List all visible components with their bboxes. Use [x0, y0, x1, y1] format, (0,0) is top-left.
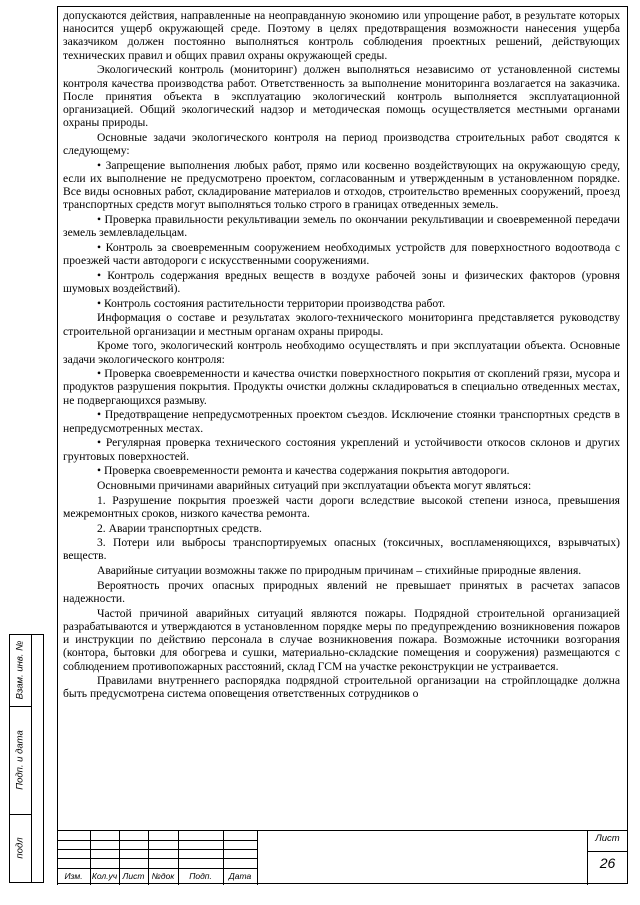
side-stamp-table — [9, 634, 58, 883]
side-divider — [9, 814, 32, 815]
side-value-column — [31, 634, 44, 883]
document-number-column-label: №док — [151, 871, 175, 881]
sheet-divider — [587, 851, 628, 852]
paragraph: Экологический контроль (мониторинг) должен выполняться независимо от установленной системы контроля качества производства работ. Ответственность за выполнение мониторинга возлагается на заказчика. После принятия объекта в эксплуатацию экологический контроль выполняется эксплуатационной организацией. Общий экологический надзор и методическая помощь осуществляется местными органами охраны природы. — [63, 63, 620, 130]
replacement-inventory-label: Взам. инв. № — [14, 640, 26, 700]
list-item: • Проверка своевременности и качества очистки поверхностного покрытия от скоплений грязи, мусора и продуктов разрушения покрытия. Продукты очистки должны складироваться в специально отведенных местах, не подвергающихся размыву. — [63, 367, 620, 407]
revision-column-label: Изм. — [64, 871, 83, 881]
sheet-column-label: Лист — [122, 871, 145, 881]
title-block-row-line — [57, 840, 257, 841]
list-item: 2. Аварии транспортных средств. — [97, 521, 262, 535]
paragraph: Аварийные ситуации возможны также по природным причинам – стихийные природные явления. — [97, 564, 582, 578]
list-item: 1. Разрушение покрытия проезжей части дороги вследствие высокой степени износа, превышения межремонтных сроков, низкого качества ремонта. — [63, 493, 620, 520]
paragraph: Правилами внутреннего распорядка подрядной строительной организации на стройплощадке должна быть предусмотрена система оповещения ответственных сотрудников о — [63, 674, 620, 701]
list-item: • Проверка правильности рекультивации земель по окончании рекультивации и своевременной передачи земель землевладельцам. — [63, 213, 620, 240]
paragraph: Кроме того, экологический контроль необходимо осуществлять и при эксплуатации объекта. Основные задачи экологического контроля: — [63, 339, 620, 366]
paragraph: Частой причиной аварийных ситуаций являются пожары. Подрядной строительной организацией разрабатываются и утверждаются в установленном порядке меры по предупреждению возникновения пожаров и инструкции по действию персонала в случае возникновения пожара. Возможные источники возгорания (контора, бытовки для обогрева и сушки, материально-складские помещения и сооружения) размещаются с соблюдением противопожарных расстояний, склад ГСМ на участке реконструкции не устраивается. — [63, 606, 620, 673]
count-column-label: Кол.уч — [91, 871, 118, 881]
list-item: • Предотвращение непредусмотренных проектом съездов. Исключение стоянки транспортных средств в непредусмотренных местах. — [63, 408, 620, 435]
paragraph: Основными причинами аварийных ситуаций при эксплуатации объекта могут являться: — [97, 478, 532, 492]
sheet-number: 26 — [599, 855, 616, 871]
original-label: подл — [14, 837, 26, 859]
title-block — [57, 830, 628, 885]
paragraph: Вероятность прочих опасных природных явлений не превышает принятых в расчетах запасов надежности. — [63, 578, 620, 606]
signature-date-label: Подп. и дата — [14, 730, 26, 790]
list-item: • Контроль за своевременным сооружением необходимых устройств для поверхностного водоотвода с проезжей части автодороги с искусственными сооружениями. — [63, 240, 620, 268]
date-column-label: Дата — [228, 871, 252, 881]
signature-column-label: Подп. — [189, 871, 212, 881]
paragraph: Информация о составе и результатах эколого-технического мониторинга представляется руководству строительной организации и местным органам охраны природы. — [63, 311, 620, 338]
paragraph: допускаются действия, направленные на неоправданную экономию или упрощение работ, в результате которых наносится ущерб окружающей среде. Поэтому в целях предотвращения возможности нанесения ущерба заказчиком должен постоянно выполняться контроль соблюдения проектных решений, действующих технических правил и общих правил охраны окружающей среды. — [63, 9, 620, 62]
list-item: • Контроль содержания вредных веществ в воздухе рабочей зоны и физических факторов (уровня шумовых воздействий). — [63, 268, 620, 296]
document-body — [63, 9, 620, 702]
list-item: • Контроль состояния растительности территории производства работ. — [97, 296, 446, 310]
sheet-label: Лист — [595, 833, 620, 844]
title-block-col-line — [257, 831, 258, 885]
side-divider — [9, 706, 32, 707]
list-item: • Проверка своевременности ремонта и качества содержания покрытия автодороги. — [97, 464, 510, 478]
list-item: • Регулярная проверка технического состояния укреплений и устойчивости откосов склонов и других грунтовых поверхностей. — [63, 436, 620, 463]
paragraph: Основные задачи экологического контроля на период производства строительных работ сводятся к следующему: — [63, 130, 620, 158]
title-block-row-line — [57, 858, 257, 859]
title-block-row-line — [57, 849, 257, 850]
list-item: 3. Потери или выбросы транспортируемых опасных (токсичных, воспламеняющихся, взрывчатых) веществ. — [63, 536, 620, 563]
list-item: • Запрещение выполнения любых работ, прямо или косвенно воздействующих на окружающую среду, если их выполнение не предусмотрено проектом, согласованным и утвержденным в установленном порядке. Все виды основных работ, складирование материалов и отходов, строительство временных сооружений, проезд транспортных средств могут выполняться только строго в границах отведенных земель. — [63, 158, 620, 212]
